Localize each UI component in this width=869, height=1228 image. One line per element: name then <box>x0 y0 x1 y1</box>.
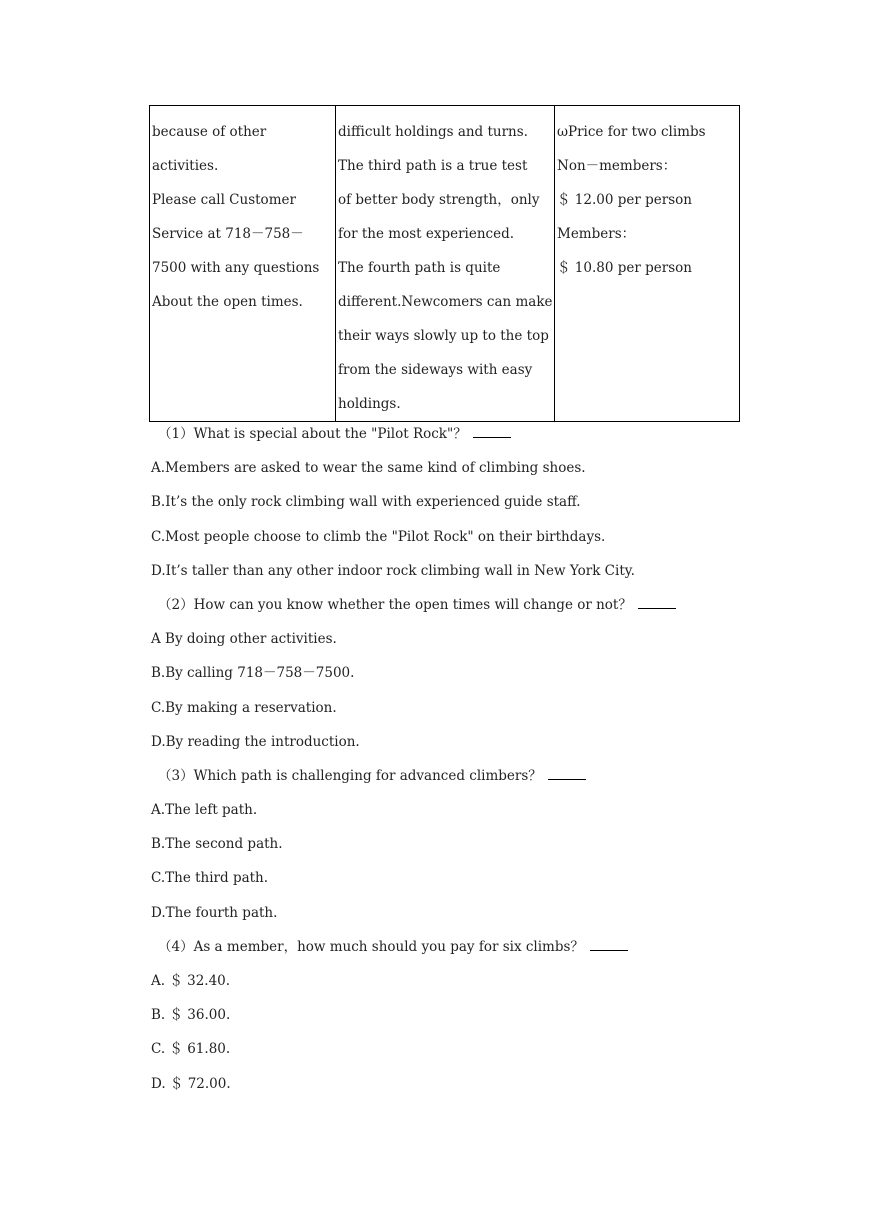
question-stem: （1）What is special about the "Pilot Rock"？ <box>158 426 467 442</box>
option-b: B.The second path. <box>151 836 283 853</box>
table-cell-line: The fourth path is quite <box>338 260 501 276</box>
question-list <box>151 417 751 1101</box>
table-cell-line: About the open times. <box>152 294 303 310</box>
answer-blank[interactable] <box>638 594 676 609</box>
table-cell-line: holdings. <box>338 396 401 412</box>
option-d: D.It’s taller than any other indoor rock climbing wall in New York City. <box>151 562 635 579</box>
option-b: B. ＄ 36.00. <box>151 1007 231 1024</box>
table-cell-line: difficult holdings and turns. <box>338 124 528 140</box>
option-d: D.By reading the introduction. <box>151 733 360 750</box>
table-cell-line: for the most experienced. <box>338 226 515 242</box>
table-cell-line: activities. <box>152 158 219 174</box>
option-d: D.The fourth path. <box>151 904 278 921</box>
table-cell-line: ＄ 12.00 per person <box>557 192 692 208</box>
option-a: A.Members are asked to wear the same kind of climbing shoes. <box>151 460 586 477</box>
table-cell-prices <box>555 106 740 422</box>
question-stem: （2）How can you know whether the open times will change or not？ <box>158 596 632 613</box>
table-cell-line: Members： <box>557 226 636 242</box>
option-a: A By doing other activities. <box>151 631 337 648</box>
table-cell-line: from the sideways with easy <box>338 362 533 378</box>
table-cell-paths <box>336 106 555 422</box>
table-cell-line: Please call Customer <box>152 192 296 208</box>
option-a: A. ＄ 32.40. <box>151 973 231 989</box>
question-stem: （4）As a member，how much should you pay for six climbs？ <box>158 938 584 955</box>
option-a: A.The left path. <box>151 802 258 819</box>
answer-blank[interactable] <box>548 765 586 780</box>
table-cell-line: The third path is a true test <box>338 158 528 174</box>
question-4 <box>151 930 751 964</box>
question-2 <box>151 588 751 622</box>
table-cell-line: Non－members： <box>557 158 677 174</box>
option-d: D. ＄ 72.00. <box>151 1075 231 1092</box>
question-1 <box>151 417 751 451</box>
table-cell-line: of better body strength，only <box>338 192 540 208</box>
table-cell-hours <box>150 106 336 422</box>
option-c: C.The third path. <box>151 870 269 887</box>
info-table <box>149 105 740 422</box>
table-cell-line: Service at 718－758－ <box>152 226 304 242</box>
table-row <box>150 106 740 422</box>
table-cell-line: ＄ 10.80 per person <box>557 260 692 276</box>
table-cell-line: because of other <box>152 124 267 140</box>
option-b: B.By calling 718－758－7500. <box>151 665 355 682</box>
option-c: C. ＄ 61.80. <box>151 1041 231 1058</box>
answer-blank[interactable] <box>473 423 511 438</box>
option-b: B.It’s the only rock climbing wall with experienced guide staff. <box>151 494 581 511</box>
table-cell-line: ωPrice for two climbs <box>557 124 706 140</box>
question-stem: （3）Which path is challenging for advanced climbers？ <box>158 767 542 784</box>
option-c: C.By making a reservation. <box>151 699 337 716</box>
table-cell-line: 7500 with any questions <box>152 260 320 276</box>
option-c: C.Most people choose to climb the "Pilot Rock" on their birthdays. <box>151 528 606 545</box>
answer-blank[interactable] <box>590 936 628 951</box>
table-cell-line: their ways slowly up to the top <box>338 328 549 344</box>
question-3 <box>151 759 751 793</box>
table-cell-line: different.Newcomers can make <box>338 294 553 310</box>
